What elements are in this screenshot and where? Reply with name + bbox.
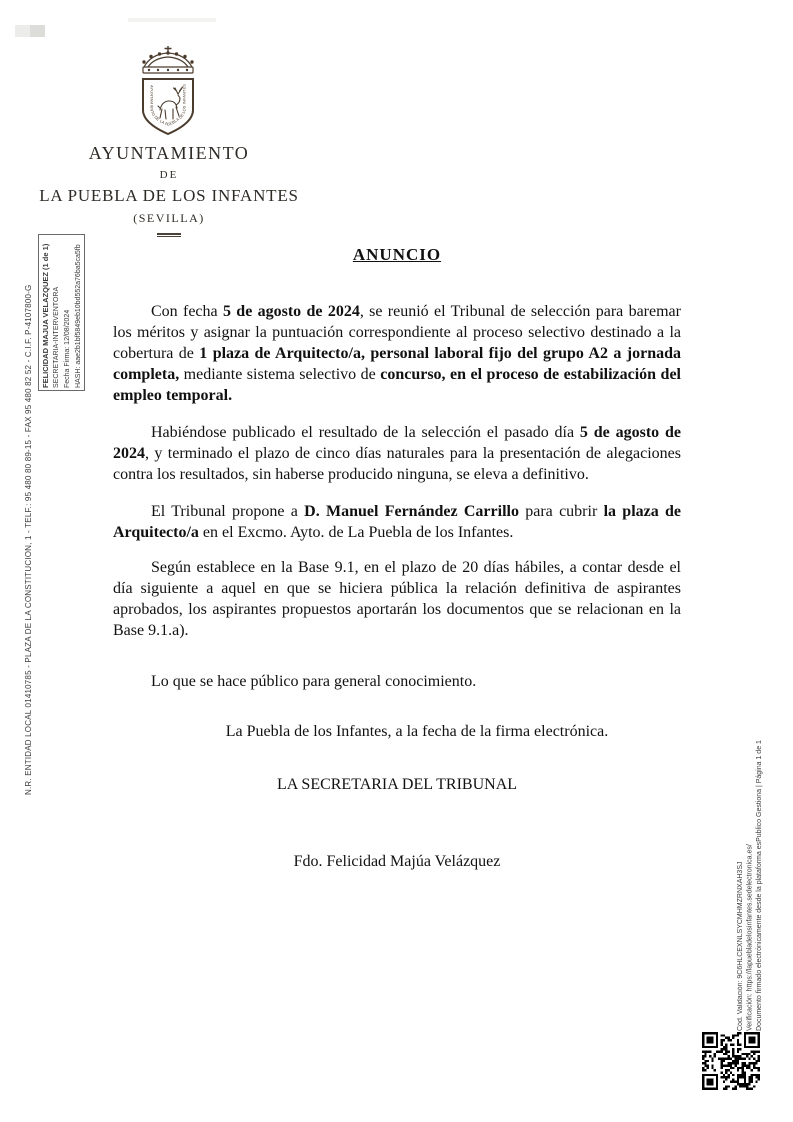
paragraph-convocation: Con fecha 5 de agosto de 2024, se reunió el Tribunal de selección para baremar los méritos y asignar la puntuación correspondiente al proceso selectivo destinado a la cobertura de 1 plaza de Arquitecto/a, personal laboral fijo del grupo A2 a jornada completa, mediante sistema selectivo de concurso, en el proceso de estabilización del empleo temporal. (113, 303, 681, 404)
org-name-de: DE (159, 169, 179, 181)
document-body (113, 245, 681, 872)
org-name-block (28, 143, 310, 237)
validation-block (736, 686, 766, 1031)
platform-note: Documento firmado electrónicamente desde la plataforma esPublico Gestiona | Página 1 de 1 (756, 740, 763, 1031)
registry-address-line: N.R. ENTIDAD LOCAL 01410785 - PLAZA DE LA CONSTITUCION, 1 - TELF.: 95 480 80 89-15 - FAX 95 480 82 52 - C.I.F. P-4107800-G (24, 284, 33, 795)
scan-artifact (128, 18, 216, 22)
org-divider (157, 233, 181, 237)
paragraph-proposal: El Tribunal propone a D. Manuel Fernández Carrillo para cubrir la plaza de Arquitecto/a en el Excmo. Ayto. de La Puebla de los Infantes. (113, 503, 682, 541)
paragraph-public-notice: Lo que se hace público para general conocimiento. (151, 673, 477, 690)
paragraph-base91: Según establece en la Base 9.1, en el plazo de 20 días hábiles, a contar desde el día siguiente a aquel en que se hiciera pública la relación definitiva de aspirantes aprobados, los aspirantes propuestos aportarán los documentos que se relacionan en la Base 9.1.a). (113, 559, 681, 639)
seal-text: AYUNTAMIENTO DE LA PUEBLA DE LOS INFANTES (149, 84, 187, 128)
document-title: ANUNCIO (352, 245, 442, 264)
stamp-signer-name: FELICIDAD MAJUA VELAZQUEZ (1 de 1) (41, 243, 50, 388)
org-name: AYUNTAMIENTO (88, 143, 250, 163)
coat-of-arms (124, 44, 212, 140)
signature-stamp-box (38, 234, 85, 391)
stamp-hash: HASH: aae2b1bf5849eb10bd552a76ba5ca5fb (75, 244, 82, 388)
paragraph-results: Habiéndose publicado el resultado de la selección el pasado día 5 de agosto de 2024, y terminado el plazo de cinco días naturales para la presentación de alegaciones contra los resultados, sin haberse producido ninguna, se eleva a definitivo. (113, 424, 681, 483)
signed-by: Fdo. Felicidad Majúa Velázquez (293, 853, 501, 870)
verification-url: Verificación: https://lapuebladelosinfantes.sedelectronica.es/ (746, 844, 754, 1031)
scan-artifact (30, 25, 45, 37)
stamp-sign-date: Fecha Firma: 12/08/2024 (64, 309, 71, 388)
org-municipality: LA PUEBLA DE LOS INFANTES (39, 186, 299, 205)
signature-title: LA SECRETARIA DEL TRIBUNAL (276, 776, 518, 793)
stamp-signer-role: SECRETARIA-INTERVENTORA (53, 286, 60, 388)
closing-place-date: La Puebla de los Infantes, a la fecha de la firma electrónica. (225, 723, 609, 740)
org-province: (SEVILLA) (133, 211, 205, 225)
qr-code (702, 1032, 760, 1090)
validation-code: Cód. Validación: 9C6HLCEXNLSYCMHMZRNXAH3SJ (737, 861, 744, 1031)
